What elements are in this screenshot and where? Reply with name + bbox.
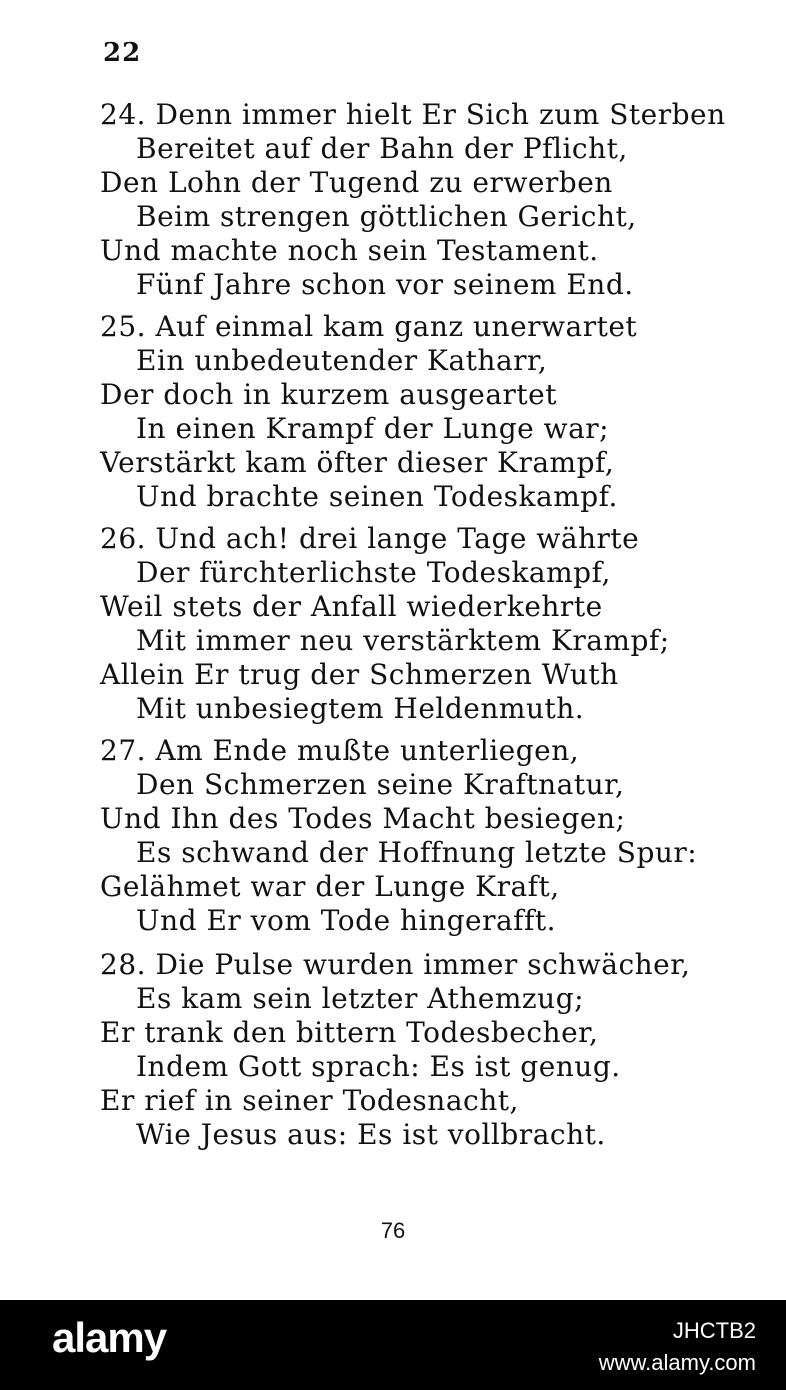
stanza-28-line-1: 28. Die Pulse wurden immer schwächer, (100, 948, 691, 981)
stanza-28-line-6: Wie Jesus aus: Es ist vollbracht. (136, 1118, 606, 1151)
stanza-25-line-6: Und brachte seinen Todeskampf. (136, 480, 618, 513)
stanza-25-line-3: Der doch in kurzem ausgeartet (100, 378, 557, 411)
stanza-24-line-6: Fünf Jahre schon vor seinem End. (136, 268, 634, 301)
stanza-number: 25. (100, 310, 147, 343)
stanza-26-line-1: 26. Und ach! drei lange Tage währte (100, 522, 640, 555)
stanza-27-line-2: Den Schmerzen seine Kraftnatur, (136, 768, 625, 801)
site-url-label: www.alamy.com (598, 1350, 756, 1375)
stanza-28-line-2: Es kam sein letzter Athemzug; (136, 982, 585, 1015)
stanza-26-line-5: Allein Er trug der Schmerzen Wuth (100, 658, 619, 691)
stanza-24-line-5: Und machte noch sein Testament. (100, 234, 599, 267)
stanza-number: 28. (100, 948, 147, 981)
image-id-label: JHCTB2 (672, 1318, 756, 1343)
brand-logo: alamy (52, 1314, 167, 1361)
stanza-25-line-4: In einen Krampf der Lunge war; (136, 412, 610, 445)
stanza-24-line-4: Beim strengen göttlichen Gericht, (136, 200, 637, 233)
stanza-27-line-6: Und Er vom Tode hingerafft. (136, 904, 557, 937)
stanza-28-line-4: Indem Gott sprach: Es ist genug. (136, 1050, 621, 1083)
stanza-number: 26. (100, 522, 147, 555)
stanza-25-line-5: Verstärkt kam öfter dieser Krampf, (100, 446, 615, 479)
stanza-24-line-2: Bereitet auf der Bahn der Pflicht, (136, 132, 628, 165)
stanza-25-line-2: Ein unbedeutender Katharr, (136, 344, 548, 377)
stanza-27-line-3: Und Ihn des Todes Macht besiegen; (100, 802, 626, 835)
stanza-24-line-1: 24. Denn immer hielt Er Sich zum Sterben (100, 98, 726, 131)
page-number-top: 22 (103, 38, 142, 68)
stanza-27-line-1: 27. Am Ende mußte unterliegen, (100, 734, 580, 767)
stanza-26-line-2: Der fürchterlichste Todeskampf, (136, 556, 611, 589)
stanza-26-line-4: Mit immer neu verstärktem Krampf; (136, 624, 670, 657)
stanza-number: 27. (100, 734, 147, 767)
stanza-number: 24. (100, 98, 147, 131)
stanza-27-line-4: Es schwand der Hoffnung letzte Spur: (136, 836, 698, 869)
stanza-27-line-5: Gelähmet war der Lunge Kraft, (100, 870, 560, 903)
stanza-26-line-6: Mit unbesiegtem Heldenmuth. (136, 692, 585, 725)
stanza-28-line-5: Er rief in seiner Todesnacht, (100, 1084, 519, 1117)
watermark-banner (0, 1300, 786, 1390)
page-number-footer: 76 (380, 1218, 406, 1243)
stanza-25-line-1: 25. Auf einmal kam ganz unerwartet (100, 310, 638, 343)
stanza-24-line-3: Den Lohn der Tugend zu erwerben (100, 166, 613, 199)
stanza-26-line-3: Weil stets der Anfall wiederkehrte (100, 590, 603, 623)
stanza-28-line-3: Er trank den bittern Todesbecher, (100, 1016, 599, 1049)
